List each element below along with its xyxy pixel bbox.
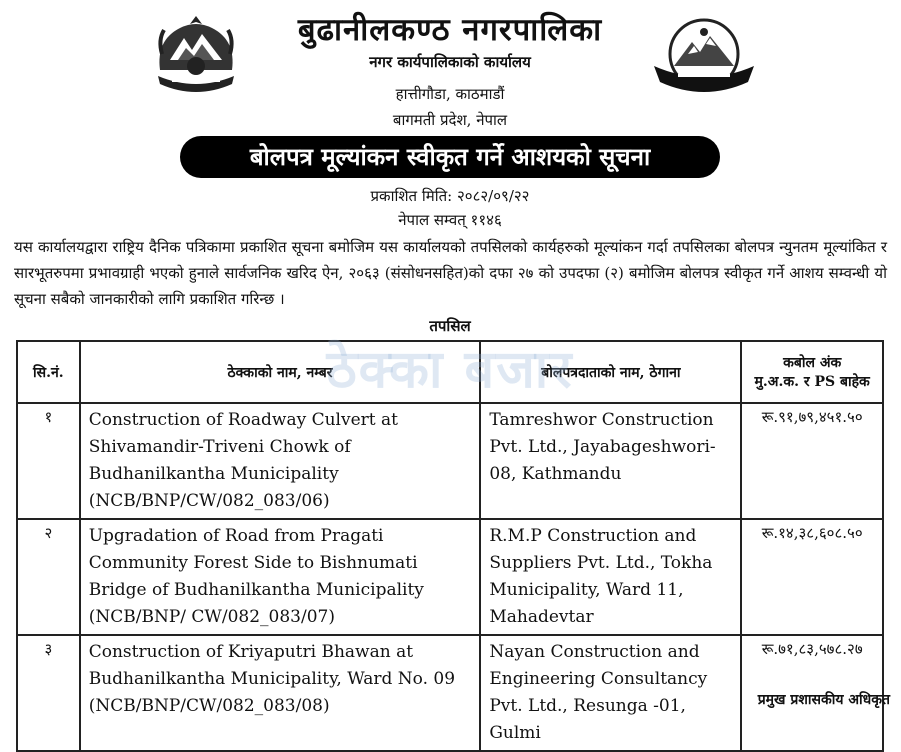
header-bidder: बोलपत्रदाताको नाम, ठेगाना	[480, 341, 741, 403]
watermark-text: ठेक्का बजार	[326, 340, 574, 400]
section-heading: तपसिल	[429, 317, 471, 335]
header-sn: सि.नं.	[17, 341, 80, 403]
row-work: Upgradation of Road from Pragati Community Forest Side to Bishnumati Bridge of Budhanilkantha Municipality (NCB/BNP/ CW/082_083/07)	[80, 519, 481, 635]
row-amount: रू.७१,८३,५७८.२७	[741, 635, 883, 751]
table-row	[17, 403, 883, 519]
office-name: बुढानीलकण्ठ नगरपालिका	[297, 12, 603, 48]
header-amount	[741, 341, 883, 403]
row-work: Construction of Kriyaputri Bhawan at Budhanilkantha Municipality, Ward No. 09 (NCB/BNP/CW/082_083/08)	[80, 635, 481, 751]
row-amount: रू.१४,३८,६०८.५०	[741, 519, 883, 635]
address-line-2: बागमती प्रदेश, नेपाल	[392, 111, 508, 129]
signatory: प्रमुख प्रशासकीय अधिकृत	[757, 692, 890, 708]
row-sn: १	[17, 403, 80, 519]
row-bidder: R.M.P Construction and Suppliers Pvt. Ltd., Tokha Municipality, Ward 11, Mahadevtar	[480, 519, 741, 635]
notice-title-banner: बोलपत्र मूल्यांकन स्वीकृत गर्ने आशयको सूचना	[180, 136, 720, 178]
nepal-samvat: नेपाल सम्वत् ११४६	[398, 211, 502, 229]
row-bidder: Nayan Construction and Engineering Consultancy Pvt. Ltd., Resunga -01, Gulmi	[480, 635, 741, 751]
row-bidder: Tamreshwor Construction Pvt. Ltd., Jayabageshwori-08, Kathmandu	[480, 403, 741, 519]
header-amount-line2: मु.अ.क. र PS बाहेक	[754, 374, 870, 390]
municipality-logo-icon	[648, 14, 760, 100]
header-work: ठेक्काको नाम, नम्बर	[80, 341, 481, 403]
header-amount-line1: कबोल अंक	[783, 355, 842, 371]
row-amount: रू.९१,७९,४५१.५०	[741, 403, 883, 519]
table-header-row	[17, 341, 883, 403]
published-date: प्रकाशित मिति: २०८२/०९/२२	[370, 187, 530, 205]
row-sn: ३	[17, 635, 80, 751]
notice-body: यस कार्यालयद्वारा राष्ट्रिय दैनिक पत्रिकामा प्रकाशित सूचना बमोजिम यस कार्यालयको तपसिलको कार्यहरुको मूल्यांकन गर्दा तपसिलका बोलपत्र न्युनतम मूल्यांकित र सारभूतरुपमा प्रभावग्राही भएको हुनाले सार्वजनिक खरिद ऐन, २०६३ (संसोधनसहित)को दफा २७ को उपदफा (२) बमोजिम बोलपत्र स्वीकृत गर्ने आशय सम्वन्धी यो सूचना सबैको जानकारीको लागि प्रकाशित गरिन्छ ।	[14, 238, 887, 308]
row-sn: २	[17, 519, 80, 635]
nepal-government-emblem-icon	[150, 10, 242, 98]
office-subtitle: नगर कार्यपालिकाको कार्यालय	[369, 53, 531, 71]
row-work: Construction of Roadway Culvert at Shivamandir-Triveni Chowk of Budhanilkantha Municipality (NCB/BNP/CW/082_083/06)	[80, 403, 481, 519]
address-line-1: हात्तीगौडा, काठमाडौं	[395, 85, 505, 103]
table-row	[17, 519, 883, 635]
